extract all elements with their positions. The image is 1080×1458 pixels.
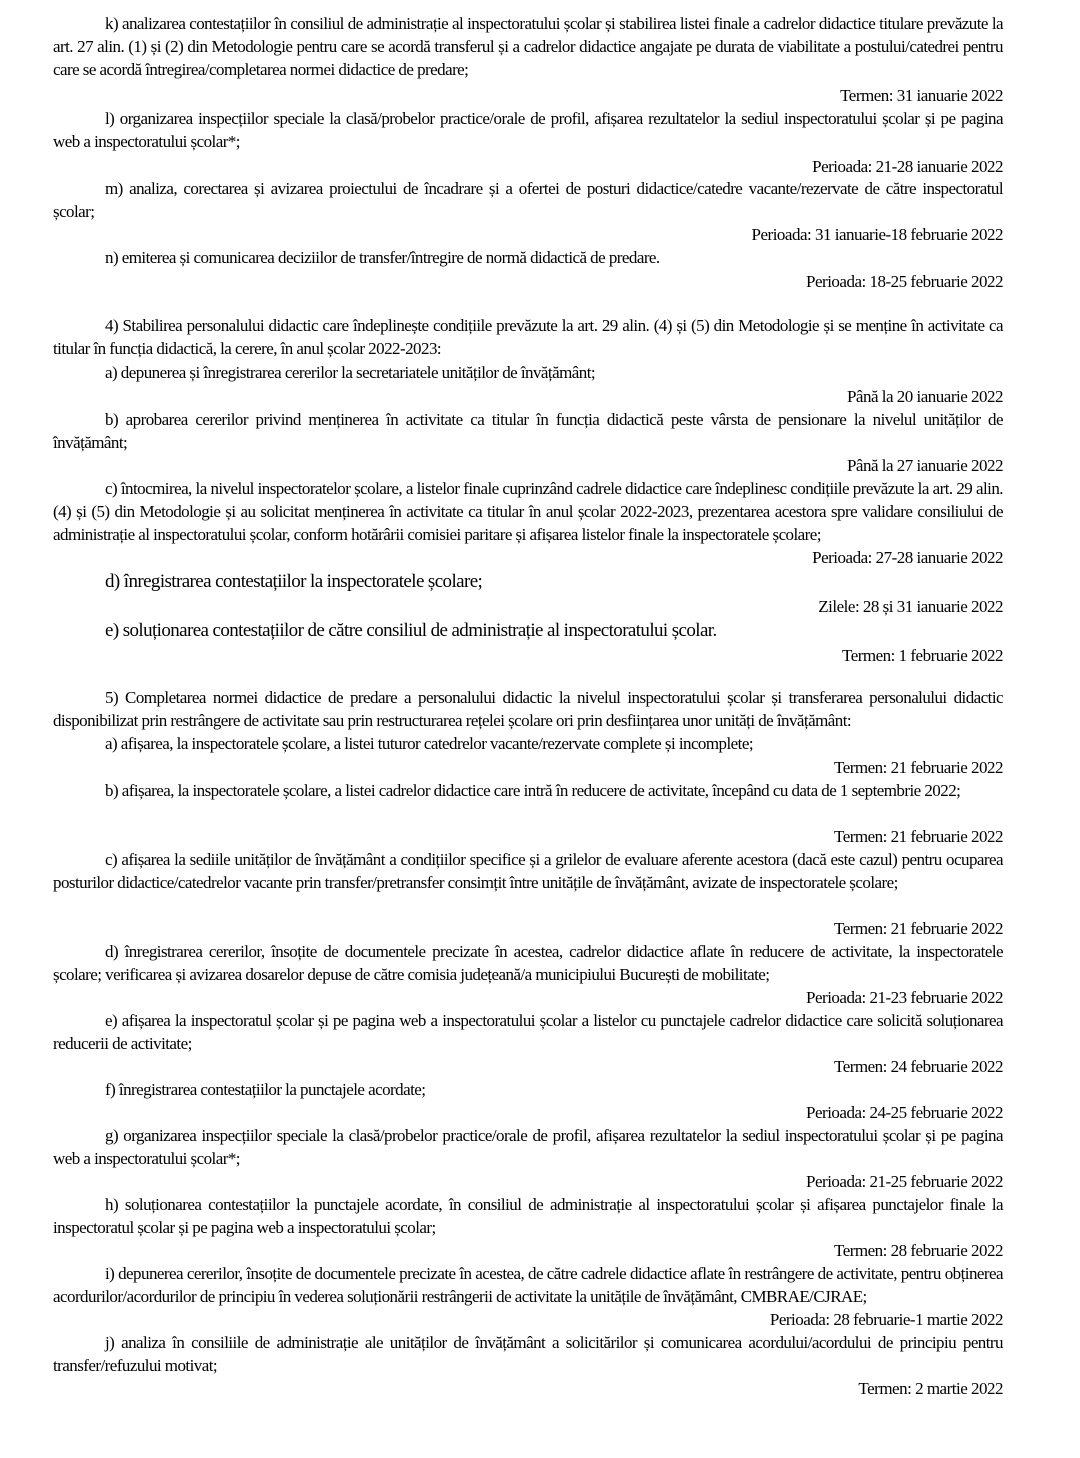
item-4e-text: e) soluționarea contestațiilor de către consiliul de administrație al inspectoratului școlar. <box>105 620 717 641</box>
item-4e-deadline: Termen: 1 februarie 2022 <box>842 646 1003 665</box>
item-5e-text: e) afișarea la inspectoratul școlar și pe pagina web a inspectoratului școlar a listelor cu punctajele cadrelor didactice care solicită soluționarea reducerii de activitate; <box>53 1011 1003 1053</box>
item-3k-deadline: Termen: 31 ianuarie 2022 <box>840 86 1003 105</box>
item-4b-text: b) aprobarea cererilor privind menținerea în activitate ca titular în funcția didactică peste vârsta de pensionare la nivelul unităților de învățământ; <box>53 410 1003 452</box>
item-5e-deadline: Termen: 24 februarie 2022 <box>834 1057 1003 1076</box>
item-3m-period: Perioada: 31 ianuarie-18 februarie 2022 <box>751 225 1003 244</box>
item-4a-text: a) depunerea și înregistrarea cererilor la secretariatele unităților de învățământ; <box>105 363 596 382</box>
item-3l-text: l) organizarea inspecțiilor speciale la clasă/probelor practice/orale de profil, afișarea rezultatelor la sediul inspectoratului școlar și pe pagina web a inspectoratului școlar*; <box>53 109 1003 151</box>
item-5d-period: Perioada: 21-23 februarie 2022 <box>806 988 1003 1007</box>
item-3m-text: m) analiza, corectarea și avizarea proiectului de încadrare și a ofertei de posturi didactice/catedre vacante/rezervate de către inspectoratul școlar; <box>53 179 1003 221</box>
item-5a-deadline: Termen: 21 februarie 2022 <box>834 758 1003 777</box>
item-3n-text: n) emiterea și comunicarea deciziilor de transfer/întregire de normă didactică de predare. <box>105 248 660 267</box>
section-5-heading: 5) Completarea normei didactice de predare a personalului didactic la nivelul inspectoratului școlar și transferarea personalului didactic disponibilizat prin restrângere de activitate sau prin restructurarea rețelei școlare ori prin desființarea unor unități de învățământ: <box>53 688 1003 730</box>
item-5g-period: Perioada: 21-25 februarie 2022 <box>806 1172 1003 1191</box>
item-5c-deadline: Termen: 21 februarie 2022 <box>834 919 1003 938</box>
item-4b-deadline: Până la 27 ianuarie 2022 <box>846 456 1003 475</box>
section-4-heading: 4) Stabilirea personalului didactic care îndeplinește condițiile prevăzute la art. 29 alin. (4) și (5) din Metodologie și se menține în activitate ca titular în funcția didactică, la cerere, în anul școlar 2022-2023: <box>53 316 1003 358</box>
item-5f-text: f) înregistrarea contestațiilor la punctajele acordate; <box>105 1080 426 1099</box>
item-5b-deadline: Termen: 21 februarie 2022 <box>834 827 1003 846</box>
item-5i-period: Perioada: 28 februarie-1 martie 2022 <box>769 1310 1003 1329</box>
item-5j-text: j) analiza în consiliile de administrație ale unităților de învățământ a solicitărilor și comunicarea acordului/acordului de principiu pentru transfer/refuzului motivat; <box>53 1333 1003 1375</box>
item-5h-text: h) soluționarea contestațiilor la punctajele acordate, în consiliul de administrație al inspectoratului școlar și afișarea punctajelor finale la inspectoratul școlar și pe pagina web a inspectoratului școlar; <box>53 1195 1003 1237</box>
document-page <box>53 0 1003 1458</box>
item-5h-deadline: Termen: 28 februarie 2022 <box>834 1241 1003 1260</box>
item-5g-text: g) organizarea inspecțiilor speciale la clasă/probelor practice/orale de profil, afișarea rezultatelor la sediul inspectoratului școlar și pe pagina web a inspectoratului școlar*; <box>53 1126 1003 1168</box>
item-5b-text: b) afișarea, la inspectoratele școlare, a listei cadrelor didactice care intră în reducere de activitate, începând cu data de 1 septembrie 2022; <box>105 781 961 800</box>
item-5j-deadline: Termen: 2 martie 2022 <box>858 1379 1003 1398</box>
item-5a-text: a) afișarea, la inspectoratele școlare, a listei tuturor catedrelor vacante/rezervate complete și incomplete; <box>105 734 754 753</box>
item-4c-period: Perioada: 27-28 ianuarie 2022 <box>812 548 1003 567</box>
item-5c-text: c) afișarea la sediile unităților de învățământ a condițiilor specifice și a grilelor de evaluare aferente acestora (dacă este cazul) pentru ocuparea posturilor didactice/catedrelor vacante prin transfer/pretransfer consimțit între unitățile de învățământ, avizate de inspectoratele școlare; <box>53 850 1003 892</box>
item-5d-text: d) înregistrarea cererilor, însoțite de documentele precizate în acestea, cadrelor didactice aflate în reducere de activitate, la inspectoratele școlare; verificarea și avizarea dosarelor depuse de către comisia județeană/a municipiului București de mobilitate; <box>53 942 1003 984</box>
item-3k-text: k) analizarea contestațiilor în consiliul de administrație al inspectoratului școlar și stabilirea listei finale a cadrelor didactice titulare prevăzute la art. 27 alin. (1) și (2) din Metodologie pentru care se acordă transferul și a cadrelor didactice angajate pe durata de viabilitate a postului/catedrei pentru care se acordă întregirea/completarea normei didactice de predare; <box>53 14 1003 79</box>
item-4d-days: Zilele: 28 și 31 ianuarie 2022 <box>818 597 1003 616</box>
item-3l-period: Perioada: 21-28 ianuarie 2022 <box>812 157 1003 176</box>
item-4d-text: d) înregistrarea contestațiilor la inspectoratele școlare; <box>105 571 483 592</box>
item-5i-text: i) depunerea cererilor, însoțite de documentele precizate în acestea, de către cadrele didactice aflate în restrângere de activitate, pentru obținerea acordurilor/acordurilor de principiu în vederea soluționării restrângerii de activitate la unitățile de învățământ, CMBRAE/CJRAE; <box>53 1264 1003 1306</box>
item-3n-period: Perioada: 18-25 februarie 2022 <box>806 272 1003 291</box>
item-5f-period: Perioada: 24-25 februarie 2022 <box>806 1103 1003 1122</box>
item-4c-text: c) întocmirea, la nivelul inspectoratelor școlare, a listelor finale cuprinzând cadrele didactice care îndeplinesc condițiile prevăzute la art. 29 alin. (4) și (5) din Metodologie și au solicitat menținerea în activitate ca titular în anul școlar 2022-2023, prezentarea acestora spre validare consiliului de administrație al inspectoratului școlar, conform hotărârii comisiei paritare și afișarea listelor finale la inspectoratele școlare; <box>53 479 1003 544</box>
item-4a-deadline: Până la 20 ianuarie 2022 <box>846 387 1003 406</box>
